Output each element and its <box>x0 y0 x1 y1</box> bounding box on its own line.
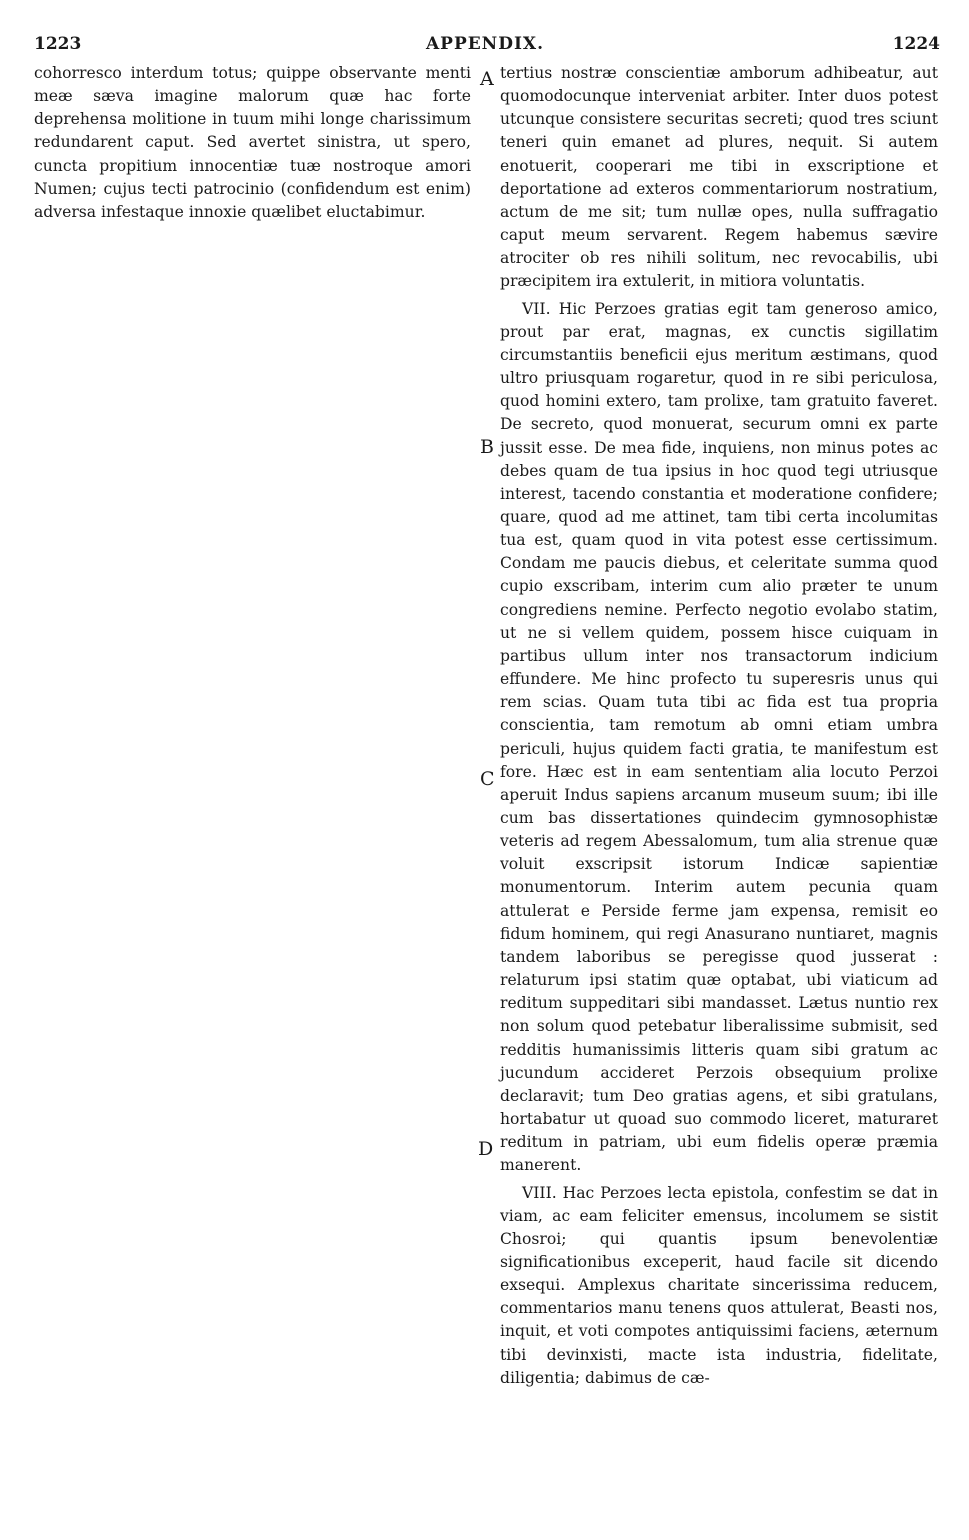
margin-marker-c: C <box>480 768 495 790</box>
margin-marker-a: A <box>480 68 494 90</box>
right-column <box>500 62 938 1390</box>
page-header <box>30 34 940 58</box>
paragraph-vi-end: tertius nostræ conscientiæ amborum adhibeatur, aut quomodocunque interveniat arbiter. Inter duos potest utcunque consistere securitas secreti; quod tres sciunt teneri quin emanet ad plures, nequit. Si autem enotuerit, cooperari me tibi in exscriptione et deportatione ad exteros commentariorum nostratium, actum de me sit; tum nullæ opes, nulla suffragatio caput meum servarent. Regem habemus sævire atrociter ob res nihili solitum, nec revocabilis, ubi præcipitem ira extulerit, in mitiora voluntatis. <box>500 64 938 291</box>
margin-marker-d: D <box>478 1138 494 1160</box>
margin-marker-b: B <box>480 436 494 458</box>
paragraph-vii: VII. Hic Perzoes gratias egit tam generoso amico, prout par erat, magnas, ex cunctis sigillatim circumstantiis beneficii ejus meritum æstimans, quod ultro priusquam rogaretur, quod in re sibi periculosa, quod homini extero, tam prolixe, tam gratuito faveret. De secreto, quod monuerat, securum omni ex parte jussit esse. De mea fide, inquiens, non minus potes ac debes quam de tua ipsius in hoc quod tegi utriusque interest, tacendo constantia et moderatione confidere; quare, quod ad me attinet, tam tibi certa incolumitas tua est, quam quod in vita potest esse certissimum. Condam me paucis diebus, et celeritate summa quod cupio exscribam, interim cum alio præter te unum congrediens nemine. Perfecto negotio evolabo statim, ut ne si vellem quidem, possem hisce cuiquam in partibus ullum inter nos transactorum indicium effundere. Me hinc profecto tu superesris unus qui rem scias. Quam tuta tibi ac fida est tua propria conscientia, tam remotum ab omni etiam umbra periculi, hujus quidem facti gratia, te manifestum est fore. Hæc est in eam sententiam alia locuto Perzoi aperuit Indus sapiens arcanum museum suum; ibi ille cum bas dissertationes quindecim gymnosophistæ veteris ad regem Abessalomum, tum alia strenue quæ voluit exscripsit istorum Indicæ sapientiæ monumentorum. Interim autem pecunia quam attulerat e Perside ferme jam expensa, remisit eo fidum hominem, qui regi Anasurano nuntiaret, magnis tandem laboribus se peregisse quod jusserat : relaturum ipsi statim quæ optabat, ubi viaticum ad reditum suppeditari sibi mandasset. Lætus nuntio rex non solum quod petebatur liberalissime submisit, sed redditis humanissimis litteris quam sibi gratum ac jucundum accideret Perzois obsequium prolixe declaravit; tum Deo gratias agens, et sibi gratulans, hortabatur ut quoad suo commodo liceret, maturaret reditum in patriam, ubi eum fidelis operæ præmia manerent. <box>500 299 938 1175</box>
left-column <box>34 62 471 224</box>
page-number-left: 1223 <box>34 34 82 54</box>
running-title: APPENDIX. <box>425 34 545 54</box>
page-number-right: 1224 <box>892 34 940 54</box>
paragraph-viii: VIII. Hac Perzoes lecta epistola, confestim se dat in viam, ac eam feliciter emensus, incolumem se sistit Chosroi; qui quantis ipsum benevolentiæ significationibus exceperit, haud facile sit dicendo exsequi. Amplexus charitate sincerissima reducem, commentarios manu tenens quos attulerat, Beasti nos, inquit, et voti compotes antiquissimi faciens, æternum tibi devinxisti, macte ista industria, fidelitate, diligentia; dabimus de cæ- <box>500 1183 938 1387</box>
paragraph-v-end: cohorresco interdum totus; quippe observante menti meæ sæva imagine malorum quæ hac forte deprehensa molitione in tuum mihi longe charissimum redundarent caput. Sed avertet sinistra, ut spero, cuncta propitium innocentiæ tuæ nostroque amori Numen; cujus tecti patrocinio (confidendum est enim) adversa infestaque innoxie quælibet eluctabimur. <box>34 64 471 221</box>
